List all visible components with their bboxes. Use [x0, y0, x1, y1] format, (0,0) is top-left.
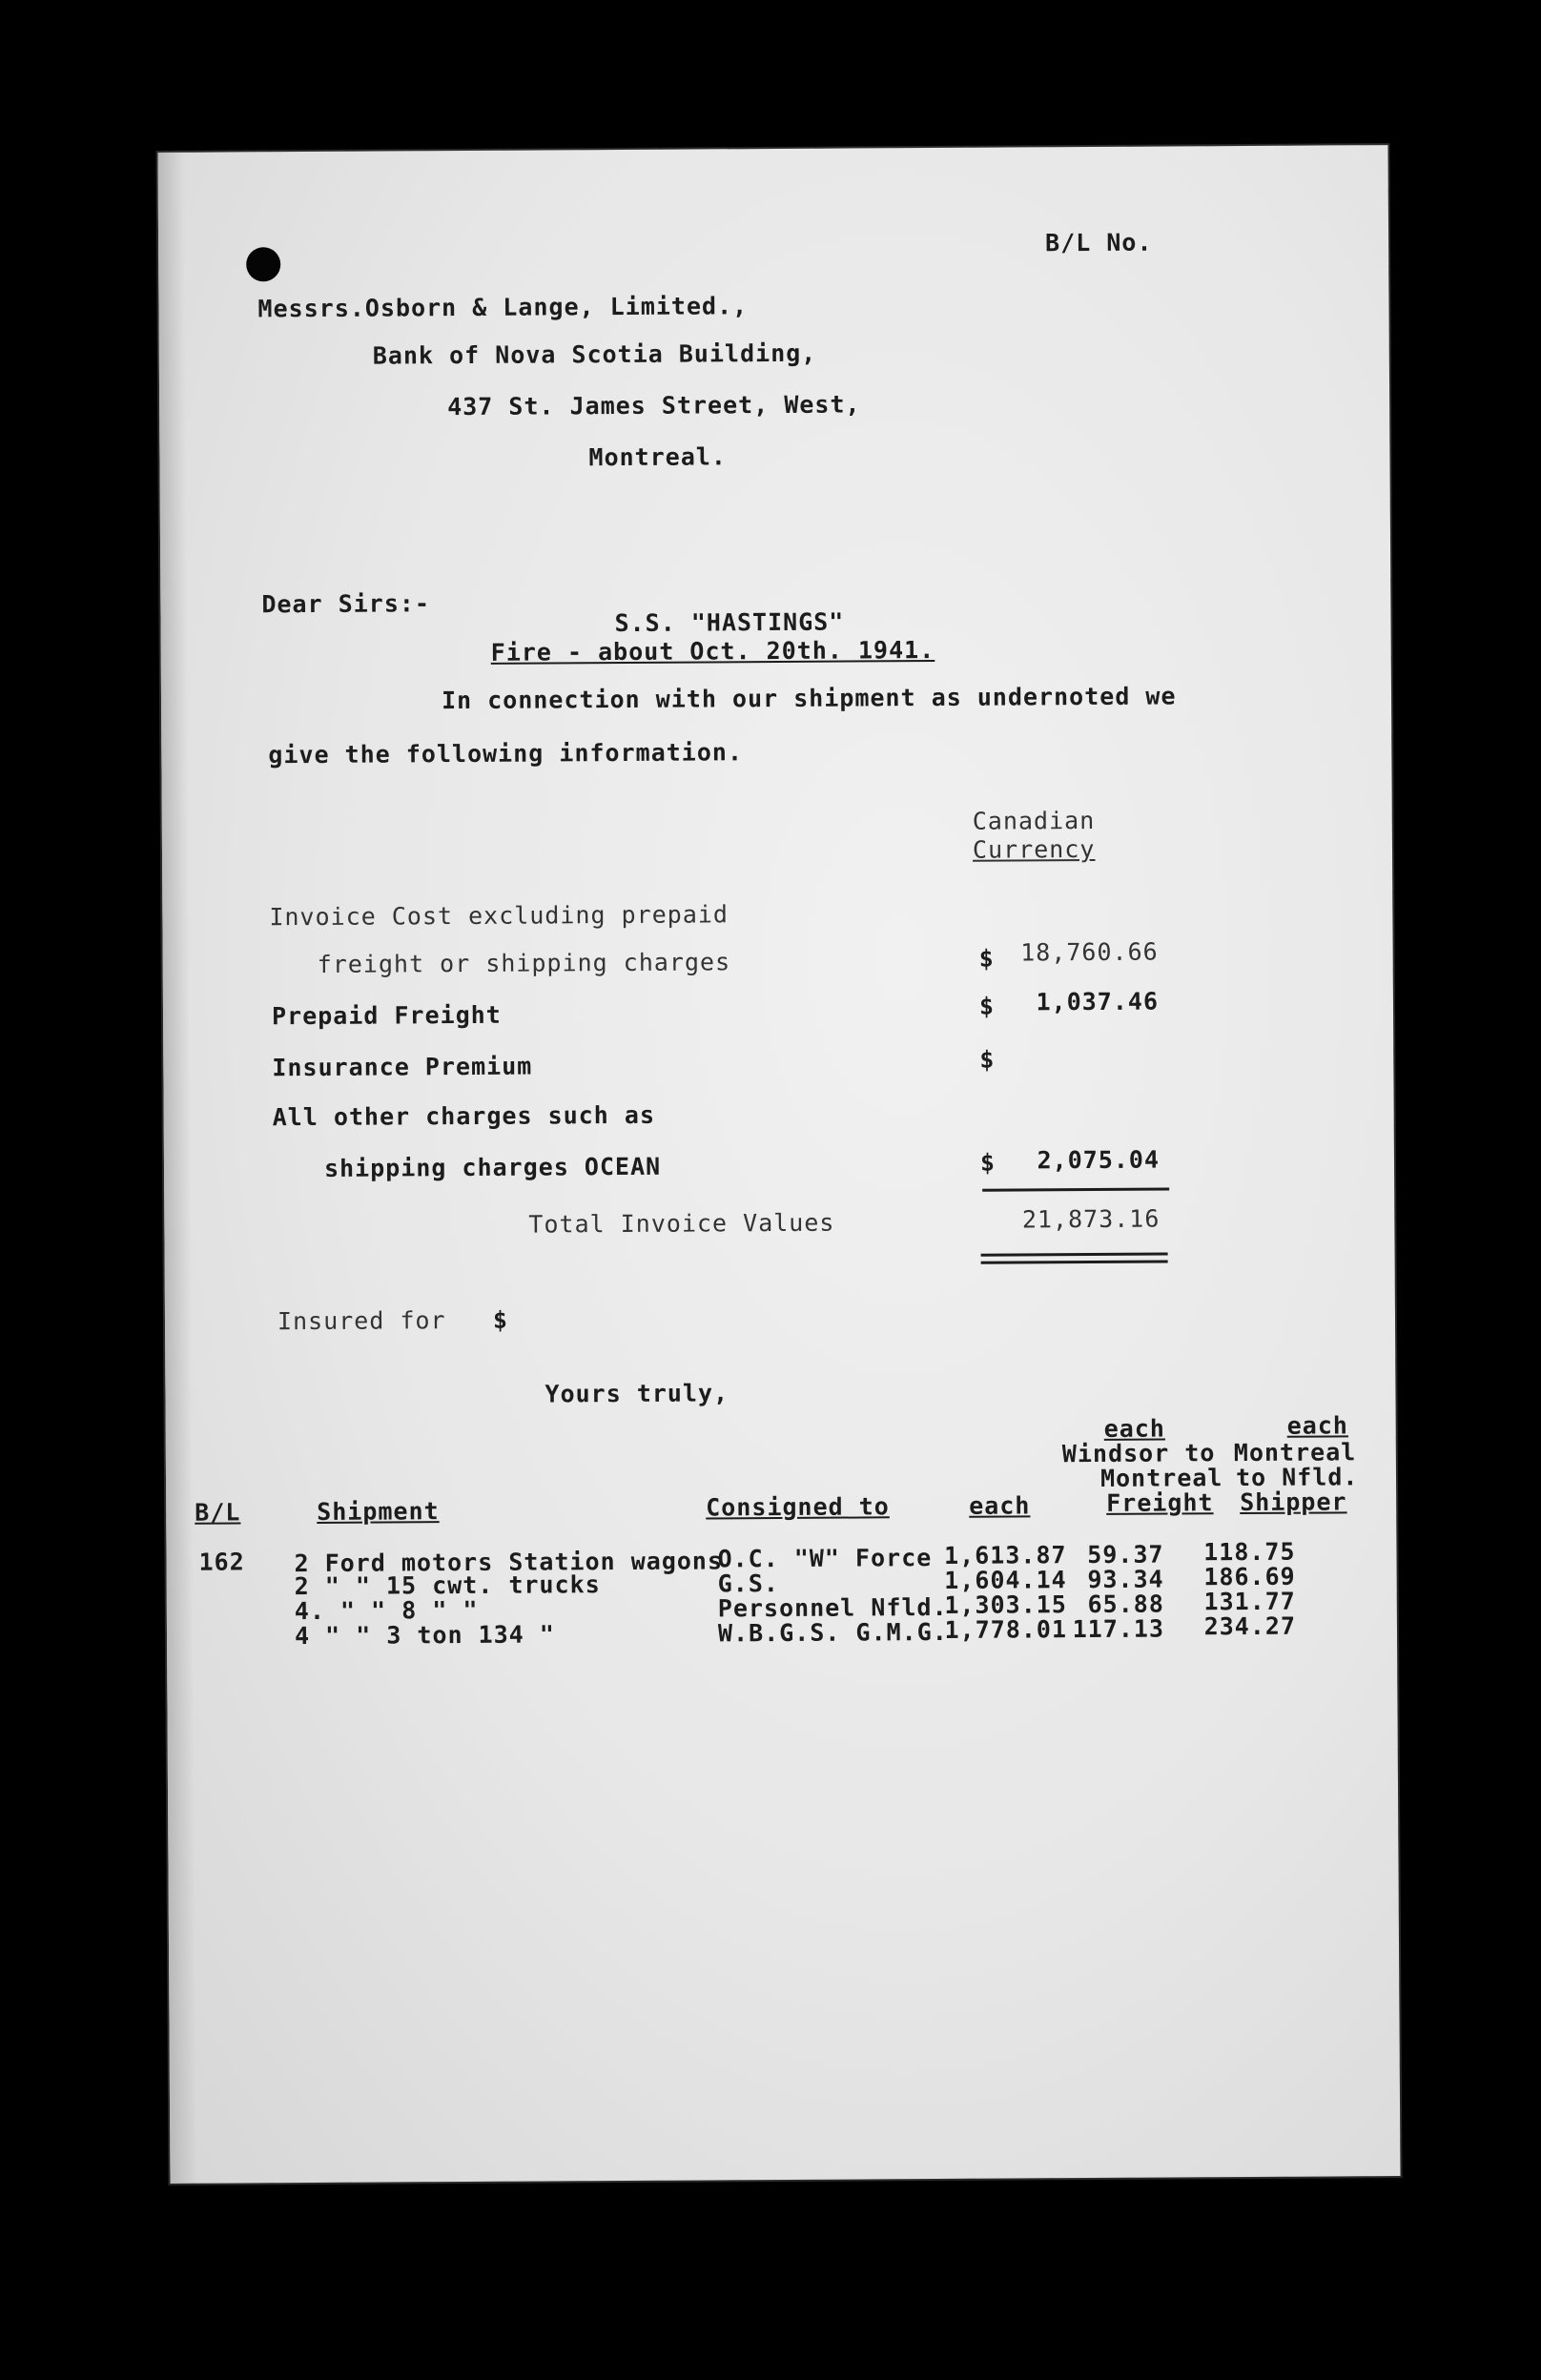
- address-line-4: Montreal.: [588, 442, 728, 472]
- dollar-sign: $: [979, 1045, 996, 1074]
- total-value: 21,873.16: [1021, 1204, 1161, 1234]
- subtotal-rule: [982, 1188, 1169, 1192]
- salutation: Dear Sirs:-: [261, 589, 431, 619]
- header-bl: B/L: [195, 1498, 241, 1527]
- header-each-montreal: each: [1286, 1411, 1348, 1440]
- prepaid-freight-label: Prepaid Freight: [271, 1000, 502, 1031]
- row-2-shipment: 2 " " 15 cwt. trucks: [294, 1570, 601, 1601]
- header-shipment: Shipment: [317, 1497, 440, 1526]
- row-3-each: 1,303.15: [944, 1590, 1067, 1619]
- row-2-freight: 93.34: [1087, 1565, 1164, 1594]
- header-montreal-to: Montreal: [1233, 1438, 1357, 1467]
- address-line-1: Messrs.Osborn & Lange, Limited.,: [257, 292, 749, 323]
- insured-for-label: Insured for: [277, 1306, 446, 1336]
- total-label: Total Invoice Values: [528, 1208, 835, 1239]
- other-charges-value: 2,075.04: [1037, 1145, 1161, 1175]
- insurance-premium-label: Insurance Premium: [272, 1052, 533, 1082]
- header-montreal: Montreal: [1099, 1464, 1223, 1492]
- punch-hole: [246, 247, 280, 281]
- currency-heading-1: Canadian: [972, 806, 1096, 835]
- header-shipper: Shipper: [1240, 1488, 1347, 1517]
- other-charges-label-2: shipping charges OCEAN: [323, 1152, 662, 1182]
- paragraph-line-2: give the following information.: [268, 738, 744, 769]
- dollar-sign: $: [978, 992, 996, 1020]
- row-1-each: 1,613.87: [944, 1541, 1067, 1570]
- invoice-cost-label-2: freight or shipping charges: [317, 948, 731, 978]
- header-freight: Freight: [1106, 1488, 1214, 1517]
- row-2-consigned: G.S.: [717, 1570, 779, 1598]
- prepaid-freight-value: 1,037.46: [1036, 987, 1160, 1016]
- row-4-shipment: 4 " " 3 ton 134 ": [294, 1620, 555, 1651]
- row-3-shipper: 131.77: [1203, 1587, 1296, 1616]
- row-3-shipment: 4. " " 8 " ": [294, 1595, 479, 1626]
- row-4-freight: 117.13: [1072, 1614, 1165, 1644]
- row-4-shipper: 234.27: [1203, 1611, 1297, 1641]
- bl-value: 162: [198, 1548, 245, 1576]
- row-3-consigned: Personnel Nfld.: [717, 1592, 948, 1623]
- row-1-shipper: 118.75: [1203, 1537, 1296, 1567]
- total-double-rule-bottom: [981, 1261, 1168, 1264]
- row-1-shipment: 2 Ford motors Station wagons: [294, 1547, 724, 1578]
- ship-name: S.S. "HASTINGS": [614, 607, 845, 638]
- fire-heading: Fire - about Oct. 20th. 1941.: [490, 635, 935, 667]
- other-charges-label-1: All other charges such as: [272, 1100, 656, 1132]
- header-consigned-to: Consigned to: [706, 1492, 890, 1522]
- closing: Yours truly,: [544, 1379, 729, 1408]
- header-to-nfld: to Nfld.: [1235, 1463, 1359, 1492]
- header-each: each: [969, 1491, 1031, 1520]
- paragraph-line-1: In connection with our shipment as undernoted we: [441, 682, 1177, 715]
- dollar-sign: $: [979, 1148, 997, 1177]
- total-double-rule-top: [981, 1253, 1168, 1257]
- currency-heading-2: Currency: [972, 834, 1096, 864]
- dollar-sign: $: [978, 944, 995, 973]
- dollar-sign: $: [492, 1305, 509, 1334]
- invoice-cost-label-1: Invoice Cost excluding prepaid: [269, 900, 729, 932]
- row-3-freight: 65.88: [1087, 1590, 1164, 1619]
- row-1-consigned: O.C. "W" Force: [717, 1544, 933, 1573]
- address-line-2: Bank of Nova Scotia Building,: [372, 339, 817, 370]
- row-2-each: 1,604.14: [944, 1566, 1067, 1594]
- row-1-freight: 59.37: [1087, 1540, 1164, 1570]
- header-windsor-to: Windsor to: [1061, 1439, 1216, 1468]
- invoice-cost-value: 18,760.66: [1020, 937, 1159, 967]
- address-line-3: 437 St. James Street, West,: [447, 390, 861, 421]
- row-4-consigned: W.B.G.S. G.M.G.: [717, 1617, 948, 1648]
- bl-number-label: B/L No.: [1045, 228, 1153, 257]
- row-2-shipper: 186.69: [1203, 1562, 1296, 1591]
- row-4-each: 1,778.01: [944, 1615, 1068, 1644]
- header-each-windsor: each: [1103, 1414, 1166, 1443]
- document-page: [158, 145, 1401, 2184]
